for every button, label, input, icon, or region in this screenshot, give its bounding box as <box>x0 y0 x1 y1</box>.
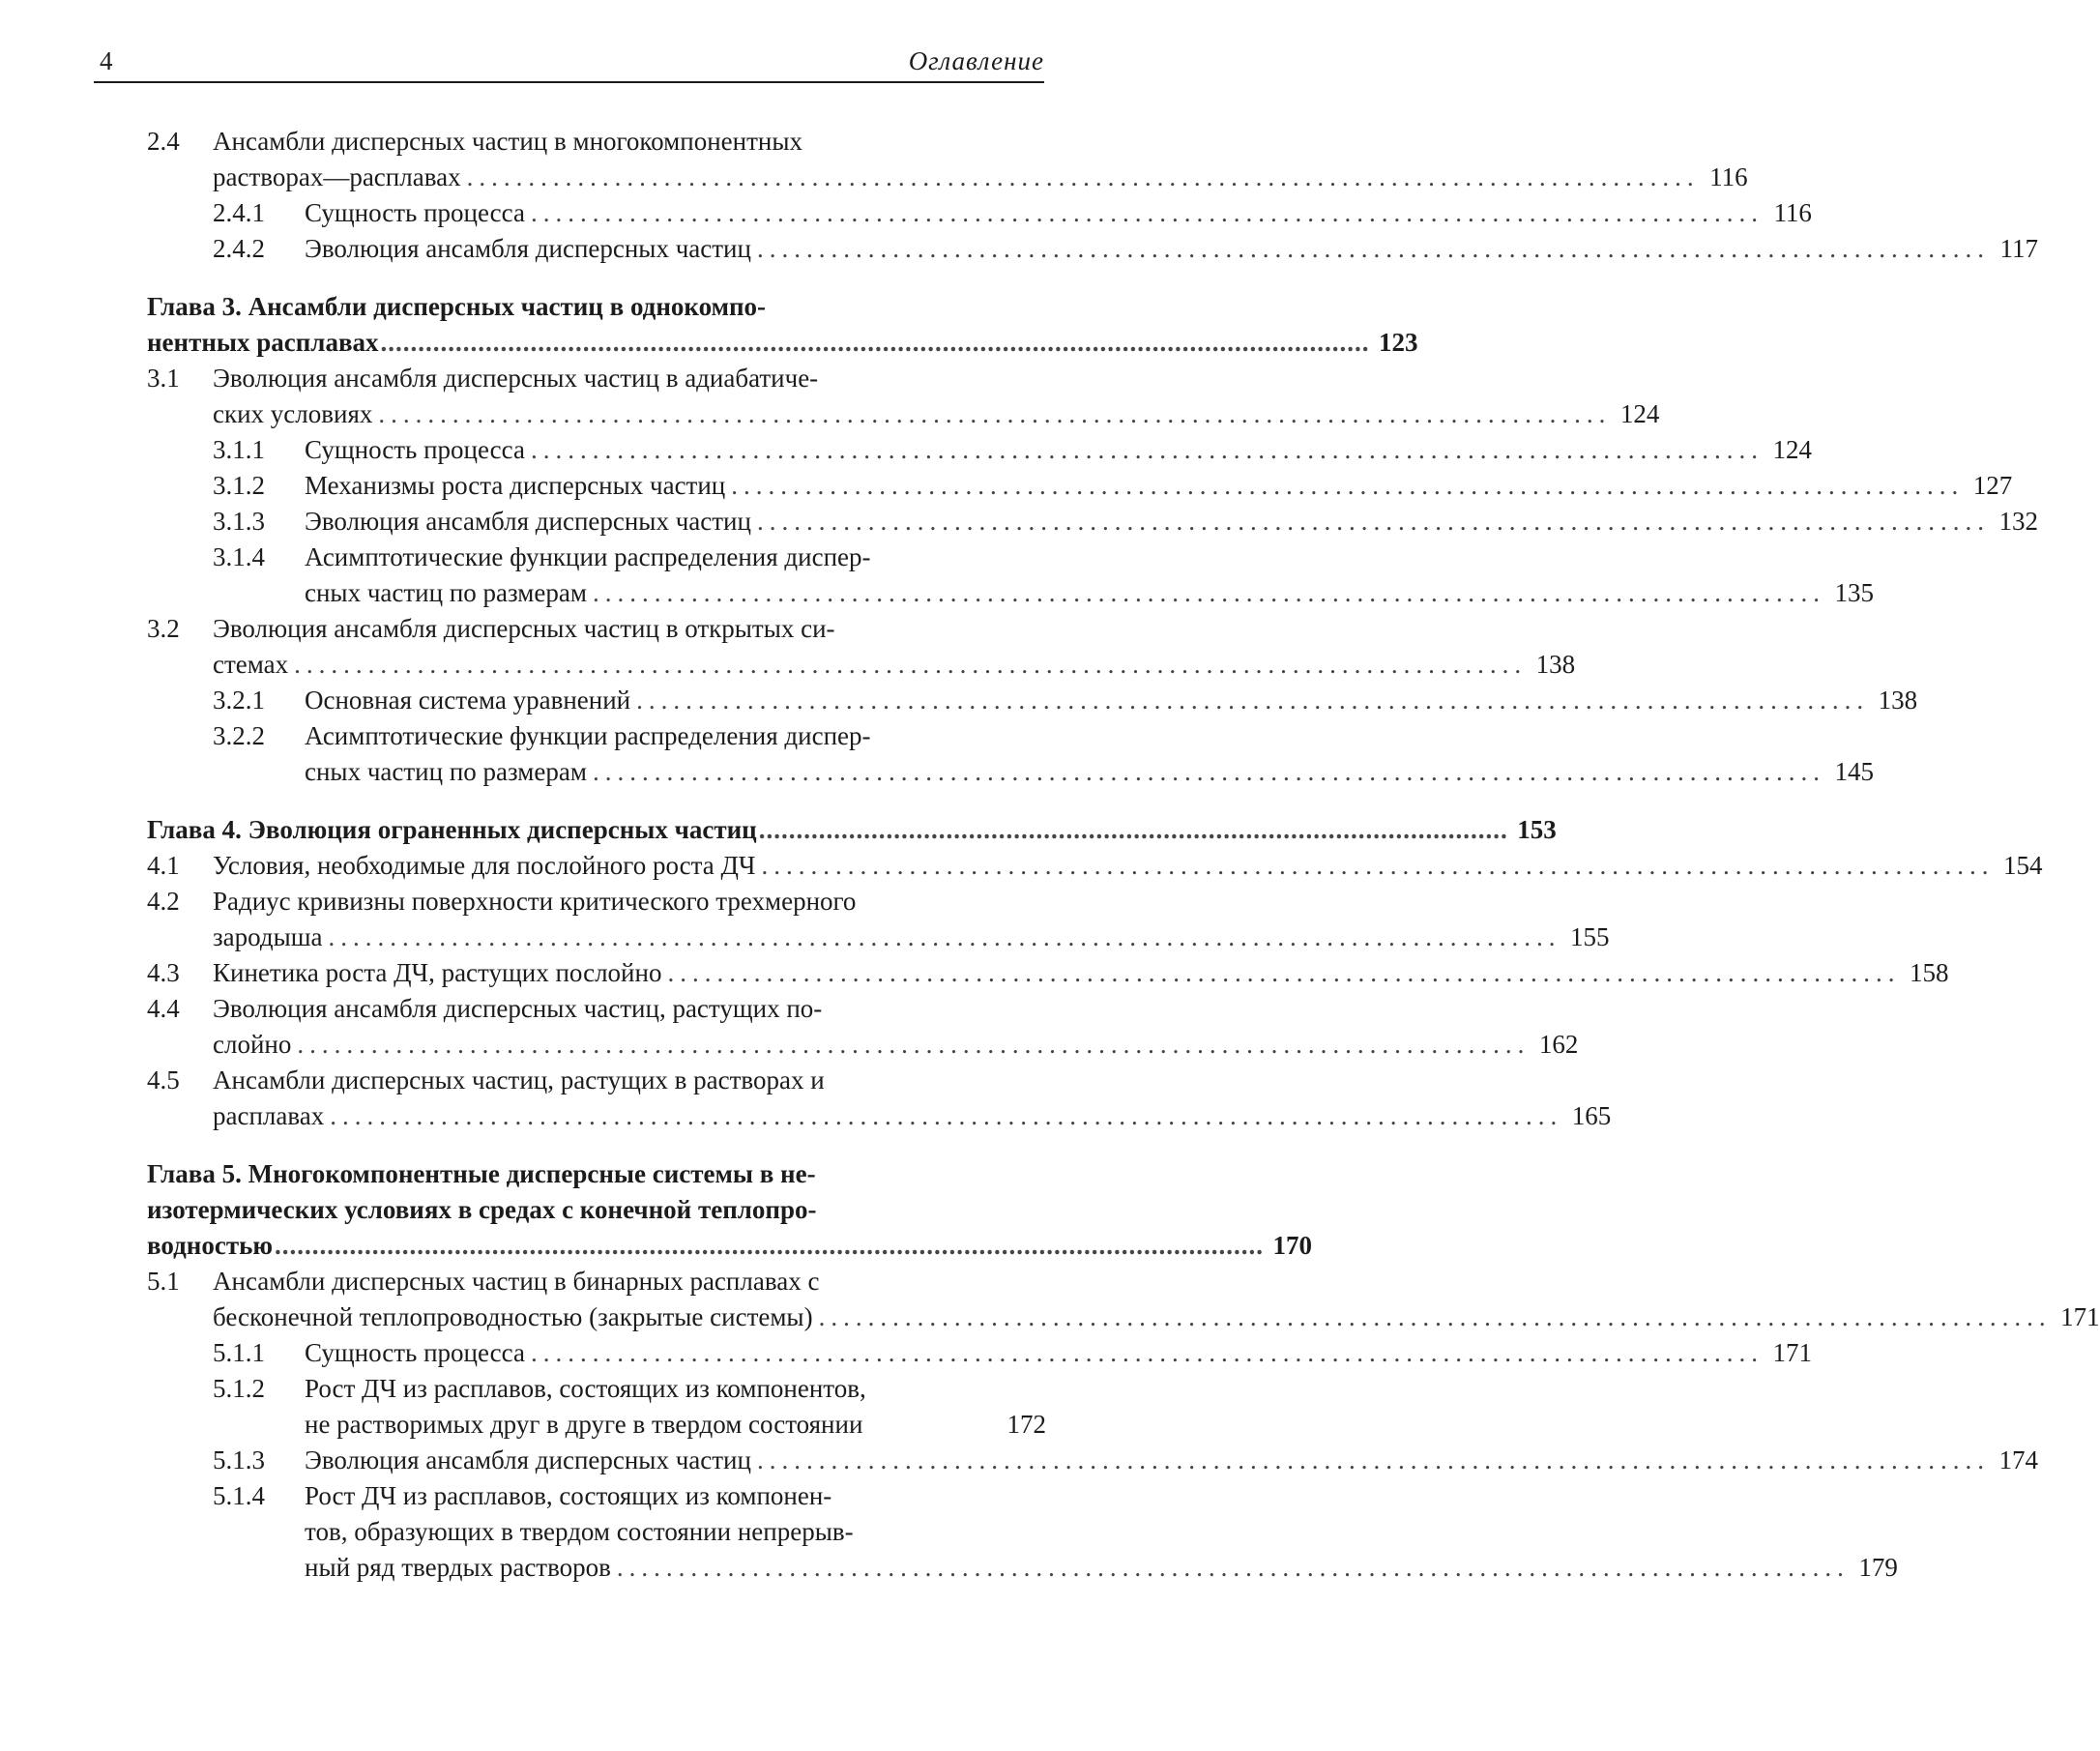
entry-title-line: Ансамбли дисперсных частиц в бинарных расплавах с <box>213 1264 1046 1299</box>
toc-entry-4-5[interactable] <box>147 1063 1046 1134</box>
entry-title-line: Радиус кривизны поверхности критического трехмерного <box>213 884 1046 919</box>
dot-leader: .................................................................................................... <box>531 432 1764 468</box>
entry-title-line: Эволюция ансамбля дисперсных частиц в открытых си- <box>213 611 1046 647</box>
dot-leader: .................................................................................................... <box>667 955 1900 991</box>
dot-leader: .................................................................................................... <box>617 1550 1850 1586</box>
page-ref: 172 <box>1004 1407 1046 1443</box>
page-ref: 127 <box>1969 468 2012 504</box>
section-number: 2.4.1 <box>213 195 265 231</box>
dot-leader: .................................................................................................................................... <box>275 1228 1264 1264</box>
dot-leader: .................................................................................................... <box>761 848 1994 884</box>
entry-title-last: Сущность процесса <box>305 432 525 468</box>
section-number: 4.5 <box>147 1063 180 1098</box>
section-number: 2.4.2 <box>213 231 265 267</box>
dot-leader: .................................................................................................... <box>593 575 1825 611</box>
entry-title-last: не растворимых друг в друге в твердом состоянии <box>305 1407 862 1443</box>
dot-leader: .................................................................................................... <box>329 919 1561 955</box>
page-ref: 145 <box>1831 754 1874 790</box>
page-ref: 138 <box>1532 647 1575 683</box>
section-number: 5.1 <box>147 1264 180 1299</box>
toc-chapter-4[interactable] <box>147 812 1046 848</box>
section-number: 3.1.4 <box>213 540 265 575</box>
chapter-title-line: Глава 3. Ансамбли дисперсных частиц в однокомпо- <box>147 289 1046 325</box>
entry-title-last: сных частиц по размерам <box>305 754 587 790</box>
entry-title-line: Асимптотические функции распределения диспер- <box>305 540 1046 575</box>
section-number: 4.3 <box>147 955 180 991</box>
dot-leader: .................................................................................................... <box>531 1335 1764 1371</box>
dot-leader: .................................................................................................... <box>531 195 1764 231</box>
page-ref: 155 <box>1567 919 1610 955</box>
entry-title-line: тов, образующих в твердом состоянии непрерыв- <box>305 1514 1046 1550</box>
dot-leader: .................................................................................................... <box>378 396 1611 432</box>
entry-title-last: Эволюция ансамбля дисперсных частиц <box>305 504 751 540</box>
section-number: 3.2.1 <box>213 683 265 718</box>
toc-entry-5-1-4[interactable] <box>147 1478 1046 1586</box>
dot-leader: .................................................................................................... <box>757 1443 1990 1478</box>
dot-leader: .................................................................................................... <box>330 1098 1562 1134</box>
page-ref: 132 <box>1996 504 2038 540</box>
page-ref: 123 <box>1372 325 1418 361</box>
section-number: 4.4 <box>147 991 180 1027</box>
page-ref: 116 <box>1769 195 1812 231</box>
entry-title-last: Основная система уравнений <box>305 683 630 718</box>
entry-title-last: Эволюция ансамбля дисперсных частиц <box>305 1443 751 1478</box>
page-ref: 153 <box>1510 812 1557 848</box>
entry-title-last: зародыша <box>213 919 323 955</box>
entry-title-last: Эволюция ансамбля дисперсных частиц <box>305 231 751 267</box>
dot-leader: .................................................................................................................................... <box>381 325 1370 361</box>
dot-leader: .................................................................................................... <box>294 647 1527 683</box>
toc-entry-2-4-1[interactable] <box>147 195 1046 231</box>
chapter-title-last: нентных расплавах <box>147 325 379 361</box>
page-ref: 158 <box>1906 955 1948 991</box>
page-ref: 117 <box>1996 231 2038 267</box>
entry-title-line: Ансамбли дисперсных частиц в многокомпонентных <box>213 124 1046 160</box>
page-ref: 162 <box>1535 1027 1578 1063</box>
running-title: Оглавление <box>909 46 1044 76</box>
page-ref: 179 <box>1855 1550 1898 1586</box>
toc-entry-4-2[interactable] <box>147 884 1046 955</box>
page-ref: 171 <box>2057 1299 2100 1335</box>
toc-entry-3-2-2[interactable] <box>147 718 1046 790</box>
toc-entry-5-1-3[interactable] <box>147 1443 1046 1478</box>
dot-leader: .................................................................................................... <box>297 1027 1530 1063</box>
dot-leader: .................................................................................................... <box>757 231 1990 267</box>
entry-title-last: Сущность процесса <box>305 1335 525 1371</box>
page-ref: 138 <box>1875 683 1917 718</box>
chapter-title-line: Глава 5. Многокомпонентные дисперсные системы в не- <box>147 1156 1046 1192</box>
section-number: 4.2 <box>147 884 180 919</box>
page-ref: 154 <box>1999 848 2042 884</box>
toc-entry-4-4[interactable] <box>147 991 1046 1063</box>
entry-title-line: Эволюция ансамбля дисперсных частиц, растущих по- <box>213 991 1046 1027</box>
toc-entry-3-1[interactable] <box>147 361 1046 432</box>
toc-entry-3-1-3[interactable] <box>147 504 1046 540</box>
entry-title-last: расплавах <box>213 1098 324 1134</box>
section-number: 3.1.1 <box>213 432 265 468</box>
toc-chapter-5[interactable] <box>147 1156 1046 1264</box>
page-ref: 124 <box>1617 396 1659 432</box>
page-ref: 135 <box>1831 575 1874 611</box>
toc-entry-2-4[interactable] <box>147 124 1046 195</box>
section-number: 5.1.3 <box>213 1443 265 1478</box>
toc-entry-3-2-1[interactable] <box>147 683 1046 718</box>
page-ref: 116 <box>1706 160 1748 195</box>
toc-entry-3-1-4[interactable] <box>147 540 1046 611</box>
section-number: 4.1 <box>147 848 180 884</box>
entry-title-last: Условия, необходимые для послойного роста ДЧ <box>213 848 755 884</box>
dot-leader: .................................................................................................... <box>819 1299 2052 1335</box>
section-number: 3.1.2 <box>213 468 265 504</box>
section-number: 5.1.2 <box>213 1371 265 1407</box>
toc-entry-5-1-1[interactable] <box>147 1335 1046 1371</box>
toc-entry-3-1-2[interactable] <box>147 468 1046 504</box>
dot-leader: .................................................................................................... <box>467 160 1700 195</box>
entry-title-last: стемах <box>213 647 288 683</box>
toc-entry-4-1[interactable] <box>147 848 1046 884</box>
entry-title-last: растворах—расплавах <box>213 160 461 195</box>
toc-entry-3-2[interactable] <box>147 611 1046 683</box>
chapter-title-line: изотермических условиях в средах с конечной теплопро- <box>147 1192 1046 1228</box>
dot-leader: .................................................................................................... <box>759 812 1508 848</box>
dot-leader: .................................................................................................... <box>757 504 1990 540</box>
page-ref: 174 <box>1996 1443 2038 1478</box>
entry-title-line: Эволюция ансамбля дисперсных частиц в адиабатиче- <box>213 361 1046 396</box>
section-number: 3.1.3 <box>213 504 265 540</box>
page-ref: 170 <box>1266 1228 1312 1264</box>
entry-title-last: Сущность процесса <box>305 195 525 231</box>
entry-title-line: Ансамбли дисперсных частиц, растущих в растворах и <box>213 1063 1046 1098</box>
page-ref: 165 <box>1568 1098 1611 1134</box>
toc-chapter-3[interactable] <box>147 289 1046 361</box>
entry-title-last: Механизмы роста дисперсных частиц <box>305 468 725 504</box>
dot-leader: .................................................................................................... <box>731 468 1964 504</box>
toc-entry-5-1[interactable] <box>147 1264 1046 1335</box>
section-number: 3.2 <box>147 611 180 647</box>
section-number: 3.2.2 <box>213 718 265 754</box>
entry-title-last: ный ряд твердых растворов <box>305 1550 611 1586</box>
section-number: 5.1.1 <box>213 1335 265 1371</box>
entry-title-last: слойно <box>213 1027 291 1063</box>
page-header <box>94 43 1044 83</box>
page-ref: 124 <box>1769 432 1812 468</box>
entry-title-line: Асимптотические функции распределения диспер- <box>305 718 1046 754</box>
table-of-contents <box>147 124 1046 1586</box>
toc-entry-5-1-2[interactable] <box>147 1371 1046 1443</box>
section-number: 2.4 <box>147 124 180 160</box>
chapter-title-last: водностью <box>147 1228 273 1264</box>
page-ref: 171 <box>1769 1335 1812 1371</box>
section-number: 5.1.4 <box>213 1478 265 1514</box>
toc-entry-4-3[interactable] <box>147 955 1046 991</box>
entry-title-line: Рост ДЧ из расплавов, состоящих из компонен- <box>305 1478 1046 1514</box>
toc-entry-2-4-2[interactable] <box>147 231 1046 267</box>
page-number: 4 <box>100 46 113 76</box>
entry-title-last: бесконечной теплопроводностью (закрытые системы) <box>213 1299 813 1335</box>
entry-title-last: сных частиц по размерам <box>305 575 587 611</box>
entry-title-last: Кинетика роста ДЧ, растущих послойно <box>213 955 661 991</box>
toc-entry-3-1-1[interactable] <box>147 432 1046 468</box>
chapter-title-last: Глава 4. Эволюция ограненных дисперсных частиц <box>147 812 757 848</box>
entry-title-line: Рост ДЧ из расплавов, состоящих из компонентов, <box>305 1371 1046 1407</box>
section-number: 3.1 <box>147 361 180 396</box>
dot-leader: .................................................................................................... <box>593 754 1825 790</box>
entry-title-last: ских условиях <box>213 396 372 432</box>
dot-leader: .................................................................................................... <box>636 683 1869 718</box>
